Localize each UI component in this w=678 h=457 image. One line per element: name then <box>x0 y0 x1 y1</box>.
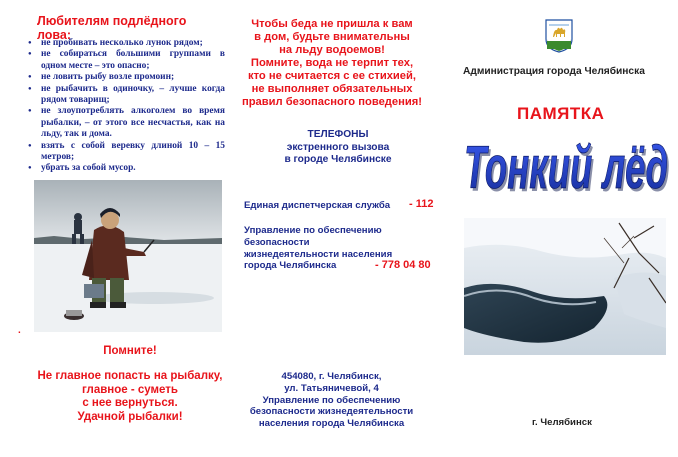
city-emblem-icon <box>545 19 573 53</box>
stray-dot: . <box>18 325 21 336</box>
administration-name: Администрация города Челябинска <box>463 66 645 77</box>
department-line: жизнедеятельности населения <box>244 248 393 260</box>
address-line: населения города Челябинска <box>258 418 405 430</box>
dispatch-service-label: Единая диспетчерская служба <box>244 200 391 211</box>
tip-item: ● взять с собой веревку длиной 10 – 15 метров; <box>25 141 225 164</box>
department-line: безопасности <box>244 236 310 248</box>
headline-text: Тонкий лёд <box>464 134 668 201</box>
thin-ice-photo <box>464 218 666 355</box>
address-line: ул. Татьяничевой, 4 <box>284 382 379 394</box>
tip-item: ● не ловить рыбу возле промоин; <box>25 72 225 83</box>
safety-tips-list <box>25 38 225 175</box>
motto-line: Не главное попасть на рыбалку, <box>37 370 223 382</box>
phones-title-line: ТЕЛЕФОНЫ <box>307 129 369 140</box>
closing-motto <box>30 370 230 424</box>
warning-line: не выполняет обязательных <box>251 83 413 95</box>
fishermen-heading: Любителям подлёдного лова: <box>37 14 187 42</box>
phones-title-line: в городе Челябинске <box>284 154 392 165</box>
thin-ice-headline <box>460 128 672 202</box>
warning-line: правил безопасного поведения! <box>241 96 423 108</box>
ice-fishing-photo <box>34 180 222 332</box>
remember-heading: Помните! <box>103 345 157 357</box>
memo-heading: ПАМЯТКА <box>517 104 605 123</box>
address-line: 454080, г. Челябинск, <box>281 371 382 382</box>
city-name: г. Челябинск <box>532 417 592 428</box>
emergency-phones-heading <box>258 129 418 167</box>
tip-item: ● не собираться большими группами в одном месте – это опасно; <box>25 49 225 72</box>
tip-item: ● убрать за собой мусор. <box>25 163 225 174</box>
department-line: города Челябинска <box>244 260 337 272</box>
address-line: Управление по обеспечению <box>262 394 401 406</box>
address-line: безопасности жизнедеятельности <box>249 406 414 418</box>
headline-shadow: Тонкий лёд <box>466 137 670 202</box>
warning-line: на льду водоемов! <box>279 44 385 56</box>
tip-item: ● не пробивать несколько лунок рядом; <box>25 38 225 49</box>
motto-line: главное - суметь <box>82 383 178 396</box>
department-line: Управление по обеспечению <box>244 225 382 236</box>
motto-line: с нее вернуться. <box>82 397 178 409</box>
warning-line: Помните, вода не терпит тех, <box>250 57 414 69</box>
tip-item: ● не рыбачить в одиночку, – лучше когда рядом товарищ; <box>25 84 225 107</box>
warning-line: в дом, будьте внимательны <box>254 31 410 43</box>
dispatch-service-number: - 112 <box>409 198 434 210</box>
postal-address <box>244 371 419 430</box>
motto-line: Удачной рыбалки! <box>77 410 183 423</box>
warning-line: кто не считается с ее стихией, <box>248 70 416 82</box>
safety-department-number: - 778 04 80 <box>375 259 431 271</box>
warning-line: Чтобы беда не пришла к вам <box>251 18 413 30</box>
tip-item: ● не злоупотреблять алкоголем во время рыбалки, – от этого все несчастья, как на льду, так и дома. <box>25 106 225 140</box>
safety-warning <box>232 18 432 109</box>
phones-title-line: экстренного вызова <box>286 141 390 153</box>
